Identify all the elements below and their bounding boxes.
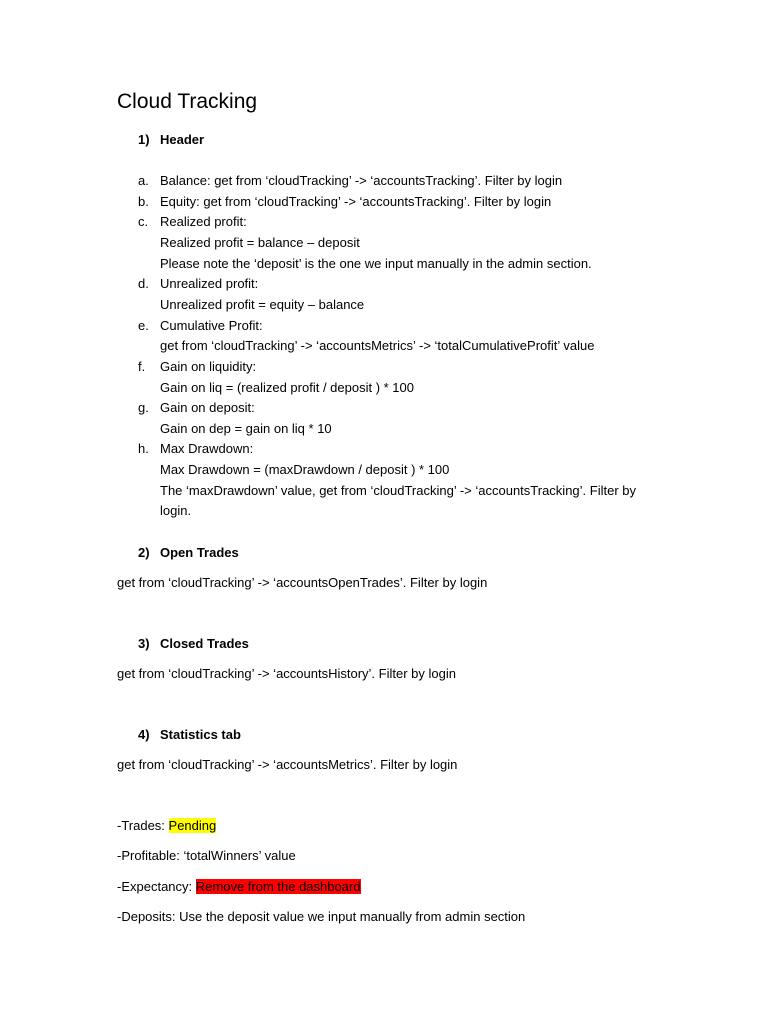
stat-expectancy-highlight: Remove from the dashboard xyxy=(195,879,361,894)
list-item-max-drawdown-source-cont: login. xyxy=(160,503,192,518)
section-1-heading: Header xyxy=(160,132,205,147)
stat-trades-highlight: Pending xyxy=(168,818,217,833)
stat-profitable-label: -Profitable: ‘totalWinners’ value xyxy=(117,848,296,863)
page-title: Cloud Tracking xyxy=(117,90,258,113)
list-marker-c: c. xyxy=(138,214,149,229)
list-item-equity: Equity: get from ‘cloudTracking’ -> ‘accountsTracking’. Filter by login xyxy=(160,194,552,209)
section-4-heading: Statistics tab xyxy=(160,727,241,742)
list-item-max-drawdown-formula: Max Drawdown = (maxDrawdown / deposit ) * 100 xyxy=(160,462,450,477)
section-2-body: get from ‘cloudTracking’ -> ‘accountsOpenTrades’. Filter by login xyxy=(117,575,488,590)
stat-expectancy-label: -Expectancy: xyxy=(117,879,196,894)
list-item-cumulative-profit-source: get from ‘cloudTracking’ -> ‘accountsMetrics’ -> ‘totalCumulativeProfit’ value xyxy=(160,338,595,353)
list-item-realized-profit-formula: Realized profit = balance – deposit xyxy=(160,235,360,250)
list-item-max-drawdown: Max Drawdown: xyxy=(160,441,254,456)
list-marker-h: h. xyxy=(138,441,149,456)
list-item-realized-profit-note: Please note the ‘deposit’ is the one we input manually in the admin section. xyxy=(160,256,592,271)
section-2-heading: Open Trades xyxy=(160,545,239,560)
section-3-heading: Closed Trades xyxy=(160,636,249,651)
list-marker-b: b. xyxy=(138,194,149,209)
stat-expectancy xyxy=(117,878,361,896)
list-item-unrealized-profit: Unrealized profit: xyxy=(160,276,259,291)
section-1-number: 1) xyxy=(138,132,150,147)
list-item-gain-on-liquidity: Gain on liquidity: xyxy=(160,359,257,374)
section-3-number: 3) xyxy=(138,636,150,651)
list-item-gain-on-deposit-formula: Gain on dep = gain on liq * 10 xyxy=(160,421,332,436)
list-item-cumulative-profit: Cumulative Profit: xyxy=(160,318,263,333)
list-marker-f: f. xyxy=(138,359,146,374)
list-item-max-drawdown-source: The ‘maxDrawdown’ value, get from ‘cloudTracking’ -> ‘accountsTracking’. Filter by xyxy=(160,483,636,498)
list-marker-e: e. xyxy=(138,318,149,333)
list-marker-d: d. xyxy=(138,276,149,291)
list-marker-a: a. xyxy=(138,173,149,188)
stat-profitable xyxy=(117,847,296,865)
list-item-realized-profit: Realized profit: xyxy=(160,214,247,229)
list-marker-g: g. xyxy=(138,400,149,415)
list-item-gain-on-deposit: Gain on deposit: xyxy=(160,400,255,415)
stat-trades-label: -Trades: xyxy=(117,818,169,833)
list-item-balance: Balance: get from ‘cloudTracking’ -> ‘accountsTracking’. Filter by login xyxy=(160,173,563,188)
section-3-body: get from ‘cloudTracking’ -> ‘accountsHistory’. Filter by login xyxy=(117,666,456,681)
stat-deposits-label: -Deposits: Use the deposit value we input manually from admin section xyxy=(117,909,526,924)
section-4-number: 4) xyxy=(138,727,150,742)
section-2-number: 2) xyxy=(138,545,150,560)
list-item-unrealized-profit-formula: Unrealized profit = equity – balance xyxy=(160,297,365,312)
stat-trades xyxy=(117,817,216,835)
list-item-gain-on-liquidity-formula: Gain on liq = (realized profit / deposit ) * 100 xyxy=(160,380,415,395)
section-4-body: get from ‘cloudTracking’ -> ‘accountsMetrics’. Filter by login xyxy=(117,757,458,772)
stat-deposits xyxy=(117,908,525,926)
